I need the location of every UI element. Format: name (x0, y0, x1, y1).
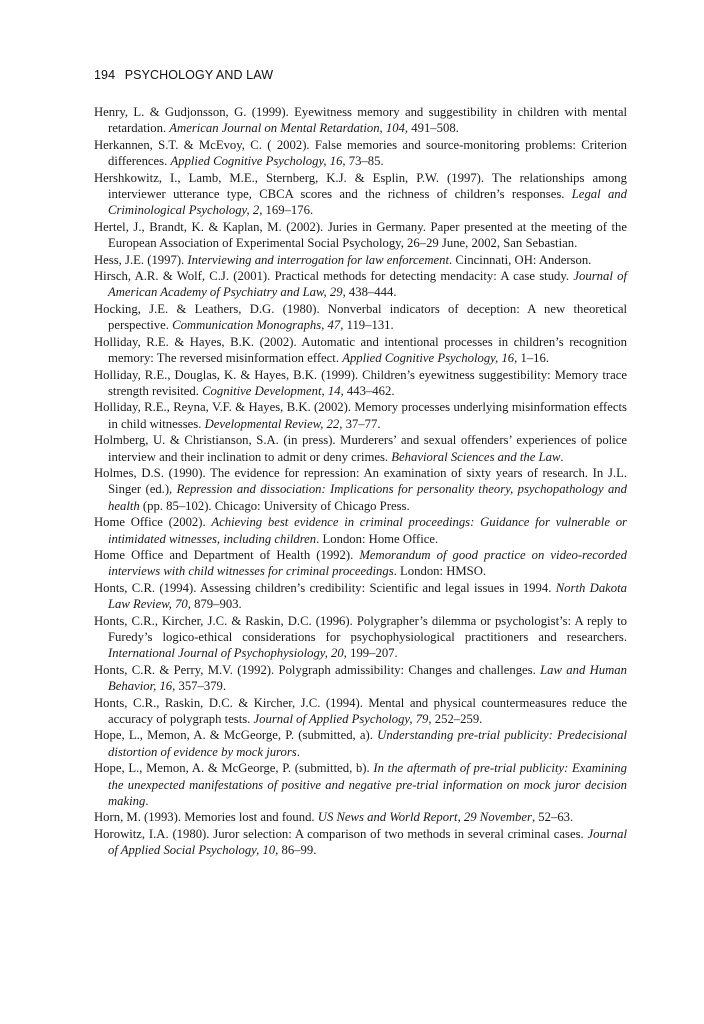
reference-entry: Hess, J.E. (1997). Interviewing and interrogation for law enforcement. Cincinnati, OH: Anderson. (94, 252, 592, 267)
reference-entry: Honts, C.R. & Perry, M.V. (1992). Polygraph admissibility: Changes and challenges. Law and Human Behavior, 16, 357–379. (94, 662, 627, 694)
reference-entry: Hope, L., Memon, A. & McGeorge, P. (submitted, a). Understanding pre-trial publicity: Predecisional distortion of evidence by mock jurors. (94, 728, 628, 759)
reference-entry: Honts, C.R., Kircher, J.C. & Raskin, D.C. (1996). Polygrapher’s dilemma or psychologist’s: A reply to Furedy’s logico-ethical considerations for psychophysiological practitioners and researchers. International Journal of Psychophysiology, 20, 199–207. (94, 613, 627, 661)
page-number: 194 (94, 68, 116, 82)
reference-entry: Honts, C.R. (1994). Assessing children’s credibility: Scientific and legal issues in 1994. North Dakota Law Review, 70, 879–903. (94, 580, 628, 612)
reference-entry: Holliday, R.E., Reyna, V.F. & Hayes, B.K. (2002). Memory processes underlying misinformation effects in child witnesses. Developmental Review, 22, 37–77. (94, 400, 627, 431)
reference-entry: Henry, L. & Gudjonsson, G. (1999). Eyewitness memory and suggestibility in children with mental retardation. American Journal on Mental Retardation, 104, 491–508. (94, 105, 627, 136)
reference-entry: Holliday, R.E., Douglas, K. & Hayes, B.K. (1999). Children’s eyewitness suggestibility: Memory trace strength revisited. Cognitive Development, 14, 443–462. (94, 367, 627, 398)
running-header (94, 68, 273, 82)
reference-entry: Hirsch, A.R. & Wolf, C.J. (2001). Practical methods for detecting mendacity: A case study. Journal of American Academy of Psychiatry and Law, 29, 438–444. (94, 269, 628, 300)
running-title: PSYCHOLOGY AND LAW (124, 68, 274, 82)
reference-entry: Holmberg, U. & Christianson, S.A. (in press). Murderers’ and sexual offenders’ experiences of police interview and their inclination to admit or deny crimes. Behavioral Sciences and the Law. (94, 433, 627, 464)
reference-entry: Horowitz, I.A. (1980). Juror selection: A comparison of two methods in several criminal cases. Journal of Applied Social Psychology, 10, 86–99. (94, 826, 627, 858)
reference-entry: Hershkowitz, I., Lamb, M.E., Sternberg, K.J. & Esplin, P.W. (1997). The relationships among interviewer utterance type, CBCA scores and the richness of children’s responses. Legal and Criminological Psychology, 2, 169–176. (94, 170, 627, 218)
reference-entry: Home Office (2002). Achieving best evidence in criminal proceedings: Guidance for vulnerable or intimidated witnesses, including children. London: Home Office. (94, 515, 627, 546)
reference-entry: Hocking, J.E. & Leathers, D.G. (1980). Nonverbal indicators of deception: A new theoretical perspective. Communication Monographs, 47, 119–131. (94, 301, 627, 333)
reference-entry: Hope, L., Memon, A. & McGeorge, P. (submitted, b). In the aftermath of pre-trial publicity: Examining the unexpected manifestations of positive and negative pre-trial information on mock juror decision making. (94, 761, 627, 809)
reference-entry: Horn, M. (1993). Memories lost and found. US News and World Report, 29 November, 52–63. (94, 810, 574, 825)
reference-entry: Hertel, J., Brandt, K. & Kaplan, M. (2002). Juries in Germany. Paper presented at the meeting of the European Association of Experimental Social Psychology, 26–29 June, 2002, San Sebastian. (94, 219, 627, 251)
reference-entry: Holliday, R.E. & Hayes, B.K. (2002). Automatic and intentional processes in children’s recognition memory: The reversed misinformation effect. Applied Cognitive Psychology, 16, 1–16. (94, 334, 627, 366)
reference-entry: Herkannen, S.T. & McEvoy, C. ( 2002). False memories and source-monitoring problems: Criterion differences. Applied Cognitive Psychology, 16, 73–85. (94, 137, 627, 169)
reference-list (94, 104, 627, 859)
reference-entry: Home Office and Department of Health (1992). Memorandum of good practice on video-recorded interviews with child witnesses for criminal proceedings. London: HMSO. (94, 547, 627, 579)
reference-entry: Honts, C.R., Raskin, D.C. & Kircher, J.C. (1994). Mental and physical countermeasures reduce the accuracy of polygraph tests. Journal of Applied Psychology, 79, 252–259. (94, 695, 627, 727)
reference-entry: Holmes, D.S. (1990). The evidence for repression: An examination of sixty years of research. In J.L. Singer (ed.), Repression and dissociation: Implications for personality theory, psychopathology and health (pp. 85–102). Chicago: University of Chicago Press. (94, 465, 627, 513)
